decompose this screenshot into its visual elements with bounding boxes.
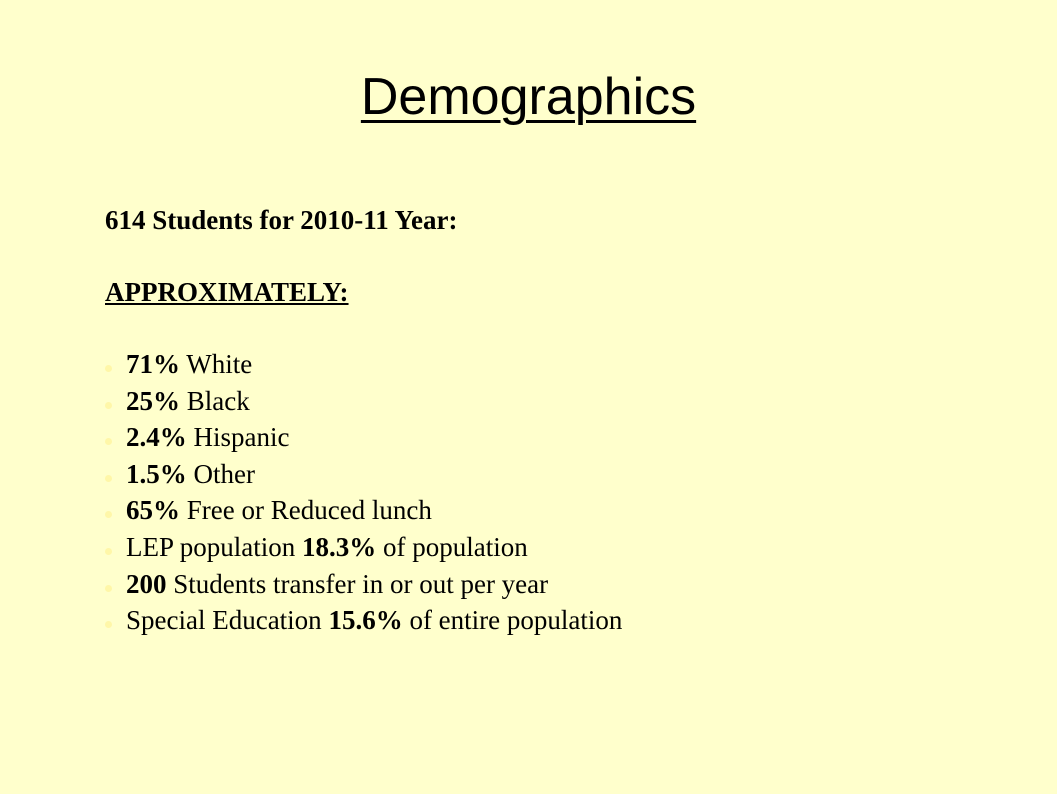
- fact-value: 65%: [126, 495, 180, 526]
- fact-suffix: Free or Reduced lunch: [180, 495, 432, 526]
- bullet-icon: [105, 438, 112, 445]
- list-item: [105, 602, 1005, 639]
- list-item: [105, 566, 1005, 603]
- fact-suffix: Black: [180, 385, 250, 416]
- list-item: [105, 529, 1005, 566]
- fact-value: 1.5%: [126, 458, 187, 489]
- approximately-heading: APPROXIMATELY:: [105, 277, 349, 307]
- fact-value: 71%: [126, 349, 180, 379]
- slide-title: Demographics: [360, 68, 697, 126]
- fact-suffix: Students transfer in or out per year: [166, 568, 549, 599]
- fact-suffix: Hispanic: [186, 422, 290, 453]
- bullet-icon: [105, 548, 112, 555]
- demographics-list: [105, 346, 1005, 639]
- fact-value: 25%: [126, 385, 180, 416]
- list-item: [105, 492, 1005, 529]
- fact-suffix: White: [180, 349, 253, 379]
- list-item: [105, 456, 1005, 493]
- bullet-icon: [105, 621, 112, 628]
- fact-value: 200: [126, 568, 167, 599]
- bullet-icon: [105, 585, 112, 592]
- enrollment-heading: 614 Students for 2010-11 Year:: [105, 205, 458, 235]
- fact-suffix: Other: [186, 458, 255, 489]
- fact-suffix: of population: [376, 531, 528, 562]
- bullet-icon: [105, 402, 112, 409]
- slide-body: [105, 202, 1005, 639]
- list-item: [105, 383, 1005, 420]
- list-item: [105, 419, 1005, 456]
- fact-value: 18.3%: [302, 531, 377, 562]
- bullet-icon: [105, 511, 112, 518]
- fact-value: 2.4%: [126, 422, 187, 453]
- fact-suffix: of entire population: [402, 605, 623, 636]
- bullet-icon: [105, 365, 112, 372]
- fact-prefix: Special Education: [126, 605, 329, 636]
- fact-prefix: LEP population: [126, 531, 302, 562]
- bullet-icon: [105, 475, 112, 482]
- list-item: [105, 346, 1005, 383]
- fact-value: 15.6%: [328, 605, 403, 636]
